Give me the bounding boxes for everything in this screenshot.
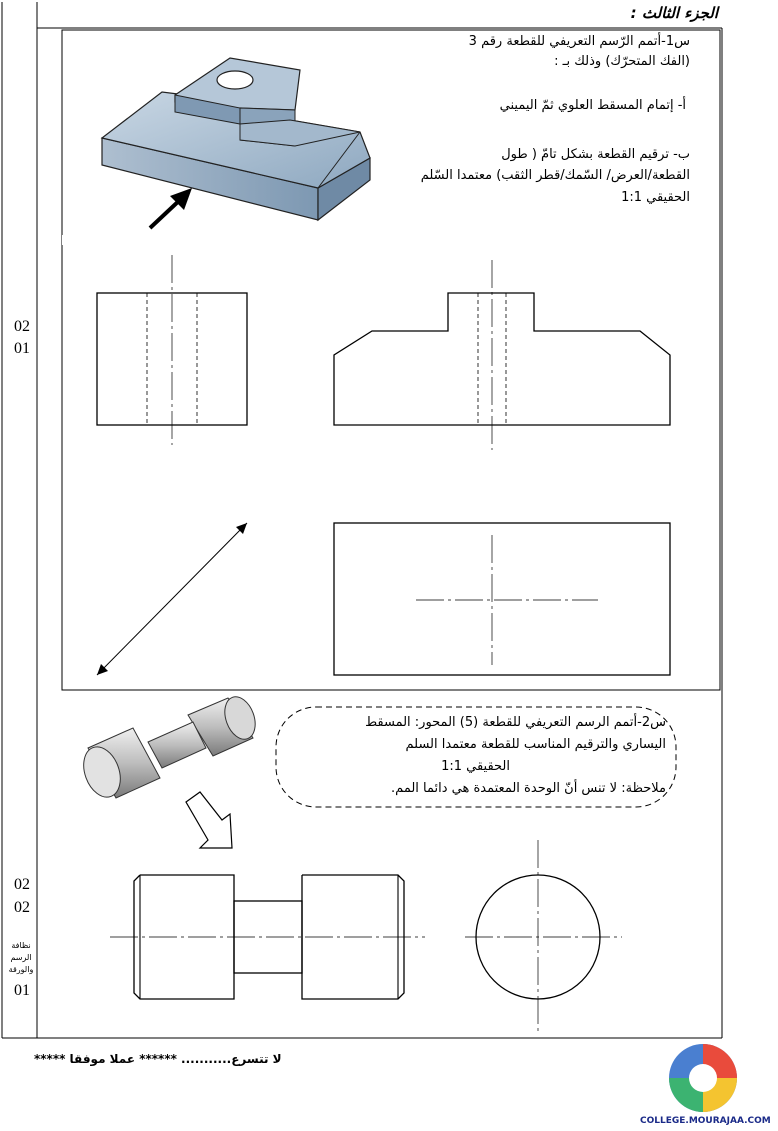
q2-line2: اليساري والترقيم المناسب للقطعة معتمدا السلم (405, 737, 666, 752)
shaft-side-view (465, 840, 622, 1035)
score-q2-a: 02 (14, 876, 30, 893)
q1-item-b3: الحقيقي 1:1 (621, 190, 690, 205)
score-q2-b: 02 (14, 899, 30, 916)
neatness-label-3: والورقة (8, 965, 34, 974)
view-direction-arrow (140, 180, 200, 235)
front-view (334, 260, 670, 450)
q2-line4: ملاحظة: لا تنس أنّ الوحدة المعتمدة هي دائما المم. (391, 781, 666, 796)
score-neatness: 01 (14, 982, 30, 999)
q1-item-a: أ- إتمام المسقط العلوي ثمّ اليميني (499, 98, 686, 113)
q1-line2: (الفك المتحرّك) وذلك بـ : (554, 54, 690, 69)
neatness-label-1: نظافة (11, 941, 31, 950)
left-view (97, 255, 247, 445)
neatness-label-2: الرسم (10, 953, 32, 962)
miter-line (97, 523, 247, 675)
site-url: COLLEGE.MOURAJAA.COM (640, 1116, 771, 1126)
footer-message: لا تتسرع........... ****** عملا موفقا ***** (34, 1052, 282, 1066)
q1-item-b1: ب- ترقيم القطعة بشكل تامّ ( طول (501, 147, 690, 162)
top-view (334, 523, 670, 675)
movable-jaw-isometric (90, 40, 390, 240)
q2-drawing-area (100, 825, 630, 1040)
q1-drawing-area (62, 235, 720, 690)
score-q1-b: 01 (14, 340, 30, 357)
site-logo (655, 1040, 750, 1115)
q1-line1: س1-أتمم الرّسم التعريفي للقطعة رقم 3 (468, 34, 690, 49)
section-title: الجزء الثالث : (630, 4, 718, 22)
shaft-front-view (110, 875, 425, 999)
score-q1-a: 02 (14, 318, 30, 335)
q2-line1: س2-أتمم الرسم التعريفي للقطعة (5) المحور: المسقط (365, 715, 666, 730)
q1-item-b2: القطعة/العرض/ السّمك/قطر الثقب) معتمدا السّلم (420, 168, 690, 183)
q2-line3: الحقيقي 1:1 (441, 759, 510, 774)
